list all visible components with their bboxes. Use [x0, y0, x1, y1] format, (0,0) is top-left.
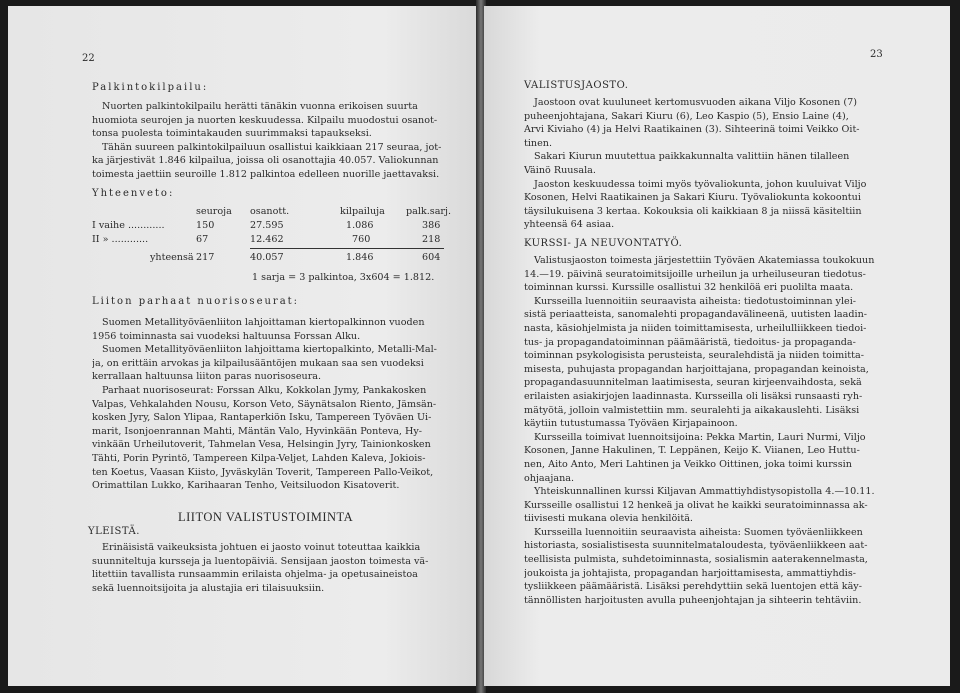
text-line: 14.—19. päivinä seuratoimitsijoille urheilun ja urheiluseuran tiedotus-: [524, 268, 866, 280]
text-line: Kosonen, Helvi Raatikainen ja Sakari Kiuru. Työvaliokunta kokoontui: [524, 192, 861, 204]
text-line: Väinö Ruusala.: [524, 164, 596, 176]
text-line: Kursseille osallistui 12 henkeä ja olivat he kaikki seuratoiminnassa ak-: [524, 499, 868, 511]
text-line: Suomen Metallityöväenliiton lahjoittaman kiertopalkinnon vuoden: [102, 317, 425, 328]
text-line: Parhaat nuorisoseurat: Forssan Alku, Kokkolan Jymy, Pankakosken: [102, 384, 427, 396]
page-number-left: 22: [82, 53, 95, 64]
text-line: Orimattilan Lukko, Karihaaran Tenho, Veitsiluodon Kisatoverit.: [92, 480, 400, 492]
table-rule: [250, 248, 444, 249]
text-line: Jaostoon ovat kuuluneet kertomusvuoden aikana Viljo Kosonen (7): [534, 97, 857, 108]
col-header-seuroja: seuroja: [196, 206, 232, 217]
section-title-valistustoiminta: LIITON VALISTUSTOIMINTA: [178, 510, 354, 524]
text-line: Yhteiskunnallinen kurssi Kiljavan Ammattiyhdistysopistolla 4.—10.11.: [534, 486, 875, 498]
cell: 27.595: [250, 220, 284, 231]
text-line: Erinäisistä vaikeuksista johtuen ei jaosto voinut toteuttaa kaikkia: [102, 542, 421, 553]
cell: 760: [352, 234, 371, 245]
text-line: tännöllisten harjoitusten avulla puheenjohtajan ja sihteerin tehtäviin.: [524, 594, 862, 606]
col-header-kilpailuja: kilpailuja: [340, 206, 385, 217]
right-page: [484, 6, 950, 686]
col-header-osanott: osanott.: [250, 206, 290, 217]
text-line: Nuorten palkintokilpailu herätti tänäkin vuonna erikoisen suurta: [102, 101, 418, 112]
paragraph-parhaat: [92, 316, 450, 493]
table-note: 1 sarja = 3 palkintoa, 3x604 = 1.812.: [252, 272, 435, 283]
subhead-yleista: YLEISTÄ.: [88, 526, 140, 537]
text-line: 1956 toiminnasta sai vuodeksi haltuunsa Forssan Alku.: [92, 330, 361, 342]
text-line: puheenjohtajana, Sakari Kiuru (6), Leo Kaspio (5), Ensio Laine (4),: [524, 110, 849, 122]
text-line: nasta, käsiohjelmista ja niiden toimittamisesta, urheilulliikkeen tiedoi-: [524, 322, 867, 334]
cell: 218: [422, 234, 441, 245]
paragraph-yleista: [92, 541, 450, 595]
text-line: misesta, puhujasta propagandan harjoittajana, propagandan keinoista,: [524, 363, 869, 375]
paragraph-valistusjaosto: [524, 96, 888, 232]
col-header-palksarj: palk.sarj.: [406, 206, 452, 217]
text-line: Tähti, Porin Pyrintö, Tampereen Kilpa-Veljet, Lahden Kaleva, Jokiois-: [92, 452, 426, 464]
text-line: teellisista pulmista, suhdetoiminnasta, sosialismin aaterakennelmasta,: [524, 554, 868, 566]
text-line: Valistusjaoston toimesta järjestettiin Työväen Akatemiassa toukokuun: [534, 255, 875, 266]
subhead-kurssi-neuvontatyo: KURSSI- JA NEUVONTATYÖ.: [524, 238, 683, 249]
text-line: täysilukuisena 3 kertaa. Kokouksia oli kaikkiaan 8 ja niissä käsiteltiin: [524, 205, 862, 217]
text-line: joukoista ja johtajista, propagandan harjoittamisesta, ammattiyhdis-: [524, 567, 857, 579]
cell: 67: [196, 234, 209, 245]
row-label-ii-vaihe: II » ............: [92, 234, 149, 245]
text-line: ka järjestivät 1.846 kilpailua, joissa oli osanottajia 40.057. Valiokunnan: [92, 155, 439, 167]
cell: 217: [196, 252, 215, 263]
row-label-i-vaihe: I vaihe ............: [92, 220, 165, 231]
cell: 1.846: [346, 252, 374, 263]
text-line: marit, Isonjoenrannan Mahti, Mäntän Valo, Hyvinkään Ponteva, Hy-: [92, 425, 423, 437]
text-line: sistä periaatteista, sanomalehti propagandavälineenä, uutisten laadin-: [524, 309, 867, 321]
text-line: vinkään Urheilutoverit, Tahmelan Vesa, Helsingin Jyry, Tainionkosken: [92, 439, 431, 451]
paragraph-palkintokilpailu: [92, 100, 450, 182]
text-line: erilaisten asiakirjojen laadinnasta. Kursseilla oli lisäksi runsaasti ryh-: [524, 390, 863, 402]
text-line: yhteensä 64 asiaa.: [524, 219, 615, 231]
text-line: Valpas, Vehkalahden Nousu, Korson Veto, Säynätsalon Riento, Jämsän-: [92, 398, 437, 410]
text-line: toiminnan kurssi. Kurssille osallistui 32 henkilöä eri puolilta maata.: [524, 282, 854, 294]
text-line: toiminnan psykologisista perusteista, seuralehdistä ja niiden toimitta-: [524, 350, 864, 362]
text-line: ohjaajana.: [524, 472, 575, 484]
text-line: Kosonen, Janne Hakulinen, T. Leppänen, Keijo K. Viianen, Leo Huttu-: [524, 445, 860, 457]
text-line: historiasta, sosialistisesta suunnitelmataloudesta, työväenliikkeen aat-: [524, 540, 868, 552]
text-line: sekä luennoitsijoita ja alustajia eri tilaisuuksiin.: [92, 582, 325, 594]
text-line: tysliikkeen päämääristä. Lisäksi perehdyttiin sekä luentojen että käy-: [524, 581, 862, 593]
page-number-right: 23: [870, 49, 883, 60]
text-line: Sakari Kiurun muutettua paikkakunnalta valittiin hänen tilalleen: [534, 151, 850, 163]
text-line: Arvi Kiviaho (4) ja Helvi Raatikainen (3). Sihteerinä toimi Veikko Oit-: [524, 124, 860, 136]
cell: 1.086: [346, 220, 374, 231]
text-line: Jaoston keskuudessa toimi myös työvaliokunta, johon kuuluivat Viljo: [534, 178, 867, 190]
text-line: tinen.: [524, 137, 553, 149]
paragraph-kurssi: [524, 254, 888, 607]
text-line: kerrallaan haltuunsa liiton paras nuorisoseura.: [92, 371, 322, 383]
text-line: Kursseilla toimivat luennoitsijoina: Pekka Martin, Lauri Nurmi, Viljo: [534, 431, 866, 443]
heading-yhteenveto: Yhteenveto:: [92, 188, 175, 199]
text-line: Suomen Metallityöväenliiton lahjoittama kiertopalkinto, Metalli-Mal-: [102, 344, 437, 356]
heading-parhaat-nuorisoseurat: Liiton parhaat nuorisoseurat:: [92, 296, 300, 307]
text-line: tonsa puolesta toimintakauden suurimmaksi tapaukseksi.: [92, 128, 372, 140]
text-line: toimesta jaettiin seuroille 1.812 palkintoa edelleen nuorille jaettavaksi.: [92, 168, 440, 180]
text-line: käytiin tutustumassa Työväen Kirjapainoon.: [524, 418, 738, 430]
text-line: litettiin tavallista runsaammin erilaista ohjelma- ja opetusaineistoa: [92, 569, 418, 581]
text-line: Kursseilla luennoitiin seuraavista aiheista: Suomen työväenliikkeen: [534, 526, 863, 538]
row-label-yhteensa: yhteensä: [150, 252, 194, 263]
text-line: tiivisesti mukana olevia henkilöitä.: [524, 513, 693, 525]
text-line: kosken Jyry, Salon Ylipaa, Rantaperkiön Isku, Tampereen Työväen Ui-: [92, 412, 432, 424]
heading-palkintokilpailu: Palkintokilpailu:: [92, 82, 209, 93]
cell: 40.057: [250, 252, 284, 263]
cell: 386: [422, 220, 441, 231]
cell: 12.462: [250, 234, 284, 245]
text-line: mätyötä, jolloin valmistettiin mm. seuralehti ja aikakauslehti. Lisäksi: [524, 404, 860, 416]
left-page: [8, 6, 478, 686]
cell: 604: [422, 252, 441, 263]
text-line: huomiota seurojen ja nuorten keskuudessa. Kilpailu muodostui osanot-: [92, 114, 438, 126]
text-line: tus- ja propagandatoiminnan päämääristä, tiedoitus- ja propaganda-: [524, 336, 856, 348]
text-line: suunniteltuja kursseja ja luentopäiviä. Sensijaan jaoston toimesta vä-: [92, 555, 429, 567]
summary-table: [92, 206, 452, 296]
text-line: Tähän suureen palkintokilpailuun osallistui kaikkiaan 217 seuraa, jot-: [102, 141, 442, 153]
text-line: propagandasuunnitelman laatimisesta, seuran kirjeenvaihdosta, sekä: [524, 377, 862, 389]
cell: 150: [196, 220, 215, 231]
text-line: ten Koetus, Vaasan Kiisto, Jyväskylän Toverit, Tampereen Pallo-Veikot,: [92, 466, 434, 478]
text-line: ja, on erittäin arvokas ja kilpailusääntöjen mukaan saa sen vuodeksi: [92, 357, 424, 369]
text-line: Kursseilla luennoitiin seuraavista aiheista: tiedotustoiminnan ylei-: [534, 295, 857, 307]
subhead-valistusjaosto: VALISTUSJAOSTO.: [524, 80, 629, 91]
text-line: nen, Aito Anto, Meri Lahtinen ja Veikko Oittinen, joka toimi kurssin: [524, 458, 852, 470]
